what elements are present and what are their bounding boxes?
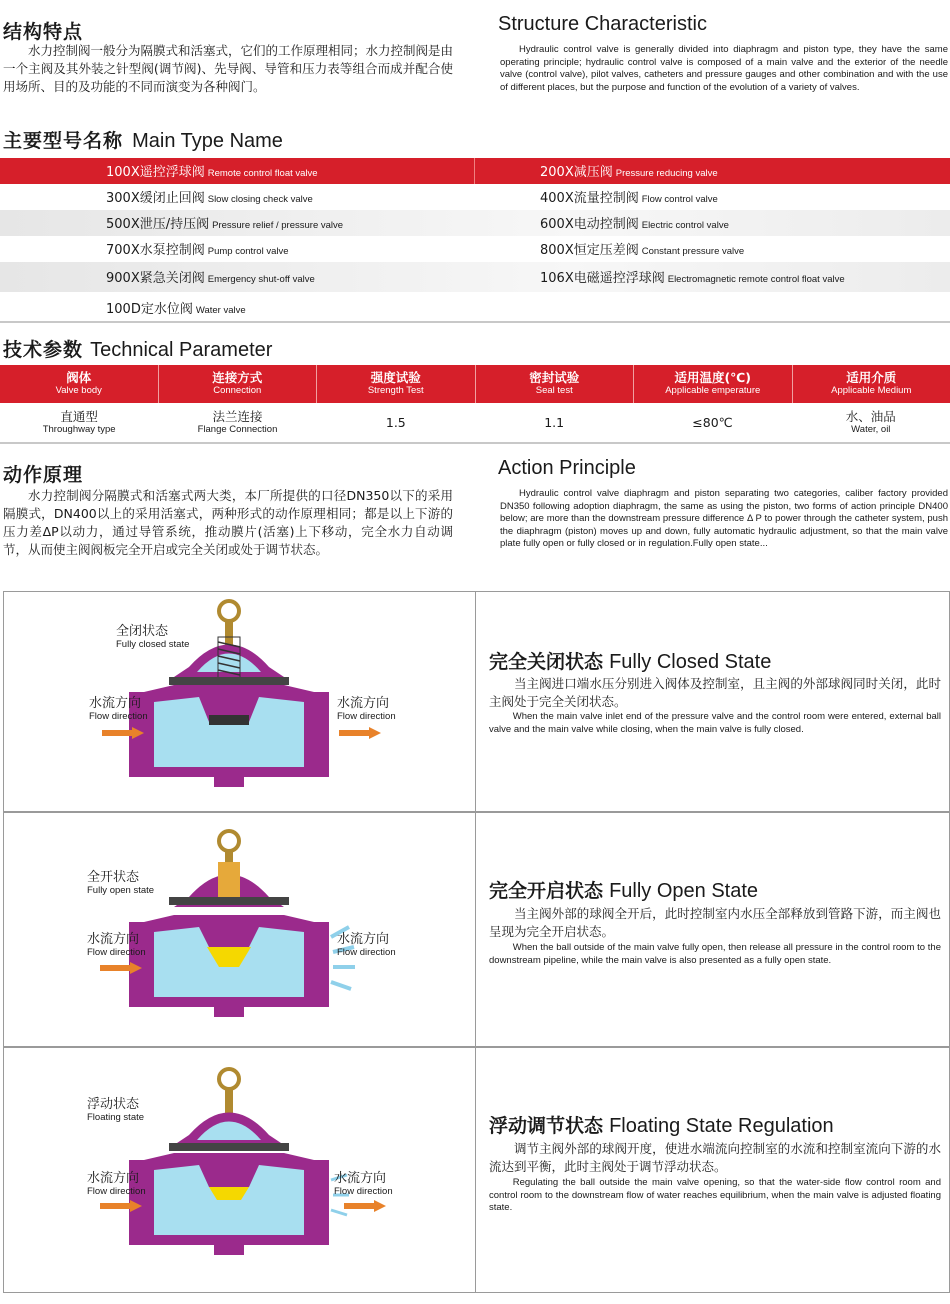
type-row-1 bbox=[0, 158, 950, 184]
flow-label-en: Flow direction bbox=[87, 1186, 146, 1197]
type-en: Pump control valve bbox=[207, 246, 289, 257]
state-label-en: Fully open state bbox=[87, 885, 155, 896]
flow-label-en: Flow direction bbox=[337, 947, 396, 958]
tech-cell bbox=[475, 403, 633, 441]
tech-title bbox=[3, 335, 272, 362]
state-title bbox=[489, 1111, 834, 1138]
type-item bbox=[540, 158, 718, 184]
tech-table bbox=[0, 365, 950, 441]
section-divider bbox=[0, 321, 950, 323]
state-title-cn: 完全开启状态 bbox=[489, 880, 604, 902]
structure-text-en: Hydraulic control valve is generally divided into diaphragm and piston type, they have the same operating principle; hydraulic control valve is composed of a main valve and the exterior of the needle valve (control valve), pilot valves, catheters and pressure gauges and other combination and with the use of different places, but the purpose and function of the evolution of a variety of valves. bbox=[500, 44, 948, 93]
flow-arrow-icon bbox=[344, 1200, 386, 1212]
action-text-en: Hydraulic control valve diaphragm and piston separating two categories, caliber factory provided DN350 following adoption diaphragm, the same as using the piston, two forms of action principle DN400 below; are more than the downstream pressure difference Δ P to power through the catheter system, push the diaphragm (piston) moves up and down, fully automatic hydraulic adjustment, so that the main valve plate fully open or fully closed or in regulation.Fully open state... bbox=[500, 488, 948, 550]
state-label bbox=[87, 870, 154, 897]
header-en: Valve body bbox=[55, 385, 102, 396]
type-item bbox=[106, 262, 315, 292]
type-en: Flow control valve bbox=[641, 194, 718, 205]
tech-cell bbox=[317, 403, 475, 441]
tech-title-cn: 技术参数 bbox=[3, 339, 84, 361]
flow-label-cn: 水流方向 bbox=[89, 696, 142, 711]
tech-table-row bbox=[0, 403, 950, 441]
type-en: Remote control float valve bbox=[207, 168, 318, 179]
type-item bbox=[106, 210, 343, 236]
flow-label-cn: 水流方向 bbox=[337, 696, 390, 711]
panel-separator bbox=[475, 812, 476, 1047]
state-title bbox=[489, 876, 758, 903]
cell-en: Throughway type bbox=[42, 423, 116, 435]
state-text-en: Regulating the ball outside the main valve opening, so that the water-side flow control room and control room to the downstream flow of water reaches equilibrium, when the main valve is adjusted floating state. bbox=[489, 1177, 941, 1214]
flow-arrow-icon bbox=[100, 962, 142, 974]
state-label bbox=[116, 624, 189, 651]
cell-en: Water, oil bbox=[851, 423, 891, 435]
header-cn: 阀体 bbox=[66, 370, 92, 385]
state-title-cn: 浮动调节状态 bbox=[489, 1115, 604, 1137]
state-title-en: Fully Open State bbox=[609, 880, 759, 902]
flow-label-right bbox=[334, 1171, 393, 1198]
type-row-4 bbox=[0, 236, 950, 262]
flow-label-en: Flow direction bbox=[337, 711, 396, 722]
structure-title-en: Structure Characteristic bbox=[498, 13, 707, 35]
type-item bbox=[106, 158, 318, 184]
tech-cell bbox=[792, 403, 950, 441]
state-title bbox=[489, 647, 771, 674]
header-cn: 强度试验 bbox=[370, 370, 421, 385]
type-code: 600X电动控制阀 bbox=[540, 217, 639, 232]
type-item bbox=[540, 210, 729, 236]
action-title-en: Action Principle bbox=[498, 457, 636, 479]
state-panel-open bbox=[3, 811, 950, 1048]
tech-header-cell bbox=[0, 365, 159, 403]
header-en: Seal test bbox=[535, 385, 573, 396]
tech-header-cell bbox=[476, 365, 635, 403]
type-en: Electromagnetic remote control float valve bbox=[667, 274, 845, 285]
tech-title-en: Technical Parameter bbox=[90, 339, 273, 361]
type-row-3 bbox=[0, 210, 950, 236]
state-title-cn: 完全关闭状态 bbox=[489, 651, 604, 673]
header-cn: 适用温度(℃) bbox=[674, 370, 752, 385]
state-label-en: Floating state bbox=[87, 1112, 145, 1123]
state-panel-floating bbox=[3, 1046, 950, 1293]
state-text-cn: 调节主阀外部的球阀开度，使进水端流向控制室的水流和控制室流向下游的水流达到平衡，此时主阀处于调节浮动状态。 bbox=[489, 1141, 941, 1174]
state-label-cn: 全开状态 bbox=[87, 870, 140, 885]
header-cn: 连接方式 bbox=[212, 370, 263, 385]
cell-cn: 1.5 bbox=[385, 414, 406, 430]
panel-separator bbox=[475, 592, 476, 812]
cell-cn: 法兰连接 bbox=[212, 408, 263, 424]
state-label-cn: 全闭状态 bbox=[116, 624, 169, 639]
flow-label-en: Flow direction bbox=[87, 947, 146, 958]
header-cn: 适用介质 bbox=[846, 370, 897, 385]
state-title-en: Floating State Regulation bbox=[609, 1115, 834, 1137]
flow-label-en: Flow direction bbox=[89, 711, 148, 722]
state-title-en: Fully Closed State bbox=[609, 651, 772, 673]
type-en: Pressure reducing valve bbox=[615, 168, 718, 179]
type-item bbox=[106, 295, 246, 321]
tech-table-header bbox=[0, 365, 950, 403]
type-item bbox=[540, 236, 744, 262]
type-en: Electric control valve bbox=[641, 220, 729, 231]
type-row-6 bbox=[0, 295, 950, 321]
flow-label-right bbox=[337, 696, 396, 723]
state-text-en: When the main valve inlet end of the pressure valve and the control room were entered, external ball valve and the main valve while closing, when the main valve is fully closed. bbox=[489, 711, 941, 735]
tech-cell bbox=[633, 403, 791, 441]
cell-cn: ≤80℃ bbox=[692, 414, 733, 430]
type-code: 800X恒定压差阀 bbox=[540, 243, 639, 258]
header-en: Applicable Medium bbox=[831, 385, 912, 396]
type-code: 500X泄压/持压阀 bbox=[106, 217, 210, 232]
main-type-title-en: Main Type Name bbox=[132, 130, 283, 152]
structure-title-cn: 结构特点 bbox=[3, 21, 84, 43]
flow-arrow-icon bbox=[100, 1200, 142, 1212]
flow-arrow-icon bbox=[339, 727, 381, 739]
flow-label-left bbox=[89, 696, 148, 723]
type-item bbox=[106, 236, 289, 262]
tech-cell bbox=[0, 403, 158, 441]
state-text-en: When the ball outside of the main valve fully open, then release all pressure in the control room to the downstream pipeline, while the main valve is also presented as a fully open state. bbox=[489, 942, 941, 966]
flow-label-left bbox=[87, 1171, 146, 1198]
main-type-title bbox=[3, 126, 283, 153]
type-code: 400X流量控制阀 bbox=[540, 191, 639, 206]
type-en: Constant pressure valve bbox=[641, 246, 745, 257]
header-cn: 密封试验 bbox=[529, 370, 580, 385]
tech-header-cell bbox=[317, 365, 476, 403]
header-en: Strength Test bbox=[367, 385, 424, 396]
flow-label-en: Flow direction bbox=[334, 1186, 393, 1197]
type-code: 900X紧急关闭阀 bbox=[106, 271, 205, 286]
flow-label-cn: 水流方向 bbox=[87, 1171, 140, 1186]
section-divider bbox=[0, 442, 950, 444]
type-item bbox=[540, 262, 845, 292]
flow-label-left bbox=[87, 932, 146, 959]
header-en: Connection bbox=[213, 385, 262, 396]
cell-cn: 1.1 bbox=[544, 414, 565, 430]
type-en: Emergency shut-off valve bbox=[207, 274, 315, 285]
action-text-cn: 水力控制阀分隔膜式和活塞式两大类，本厂所提供的口径DN350以下的采用隔膜式，DN400以上的采用活塞式，两种形式的动作原理相同；都是以上下游的压力差ΔP以动力，通过导管系统，推动膜片(活塞)上下移动，完全水力自动调节，从而使主阀阀板完全开启或完全关闭或处于调节状态。 bbox=[3, 488, 453, 557]
state-text-cn: 当主阀外部的球阀全开后，此时控制室内水压全部释放到管路下游，而主阀也呈现为完全开启状态。 bbox=[489, 906, 941, 939]
panel-separator bbox=[475, 1047, 476, 1292]
type-en: Water valve bbox=[195, 305, 246, 316]
flow-label-cn: 水流方向 bbox=[337, 932, 390, 947]
flow-label-right bbox=[337, 932, 396, 959]
tech-cell bbox=[158, 403, 316, 441]
state-panel-closed bbox=[3, 591, 950, 813]
type-code: 100X遥控浮球阀 bbox=[106, 165, 205, 180]
flow-label-cn: 水流方向 bbox=[87, 932, 140, 947]
type-row-5 bbox=[0, 262, 950, 292]
flow-arrow-icon bbox=[102, 727, 144, 739]
state-label bbox=[87, 1097, 144, 1124]
type-en: Slow closing check valve bbox=[207, 194, 313, 205]
cell-cn: 水、油品 bbox=[845, 408, 896, 424]
cell-en: Flange Connection bbox=[197, 423, 278, 435]
type-item bbox=[106, 184, 313, 210]
cell-cn: 直通型 bbox=[60, 408, 98, 424]
type-code: 200X减压阀 bbox=[540, 165, 613, 180]
type-en: Pressure relief / pressure valve bbox=[212, 220, 344, 231]
state-label-cn: 浮动状态 bbox=[87, 1097, 140, 1112]
tech-header-cell bbox=[793, 365, 950, 403]
type-row-2 bbox=[0, 184, 950, 210]
state-label-en: Fully closed state bbox=[116, 639, 190, 650]
tech-header-cell bbox=[634, 365, 793, 403]
action-title-cn: 动作原理 bbox=[3, 464, 84, 486]
state-text-cn: 当主阀进口端水压分别进入阀体及控制室，且主阀的外部球阀同时关闭，此时主阀处于完全关闭状态。 bbox=[489, 676, 941, 709]
tech-header-cell bbox=[159, 365, 318, 403]
type-code: 100D定水位阀 bbox=[106, 302, 193, 317]
header-en: Applicable emperature bbox=[665, 385, 761, 396]
type-code: 700X水泵控制阀 bbox=[106, 243, 205, 258]
structure-text-cn: 水力控制阀一般分为隔膜式和活塞式，它们的工作原理相同；水力控制阀是由一个主阀及其外装之针型阀(调节阀)、先导阀、导管和压力表等组合而成并配合使用场所、目的及功能的不同而演变为各种阀门。 bbox=[3, 43, 454, 94]
type-code: 300X缓闭止回阀 bbox=[106, 191, 205, 206]
row-divider bbox=[474, 158, 475, 184]
type-code: 106X电磁遥控浮球阀 bbox=[540, 271, 665, 286]
type-item bbox=[540, 184, 718, 210]
main-type-title-cn: 主要型号名称 bbox=[3, 130, 124, 152]
flow-label-cn: 水流方向 bbox=[334, 1171, 387, 1186]
